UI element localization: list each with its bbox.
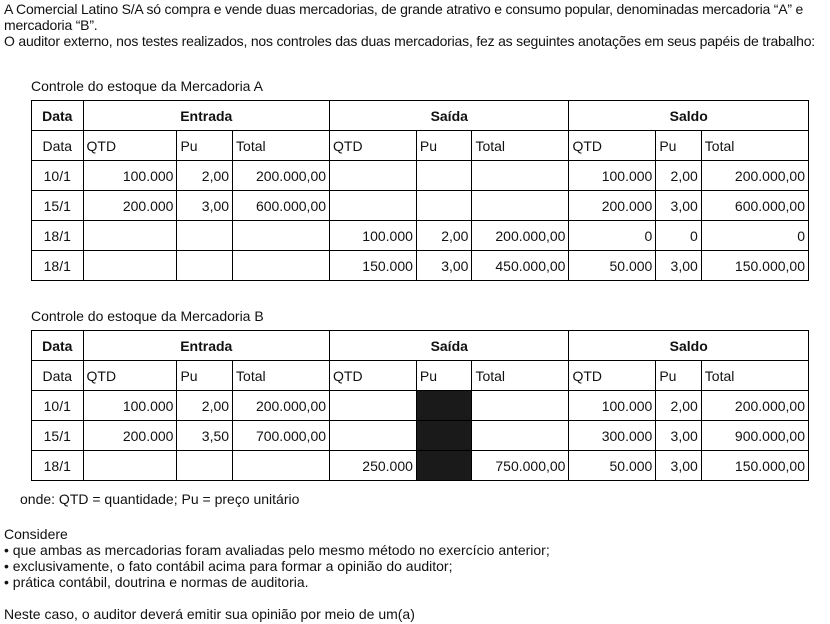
cell-saida-pu bbox=[416, 191, 472, 221]
cell-saida-pu: 2,00 bbox=[416, 221, 472, 251]
cell-saldo-qtd: 100.000 bbox=[569, 391, 656, 421]
col-saida-pu: Pu bbox=[416, 361, 472, 391]
cell-entrada-qtd: 200.000 bbox=[83, 191, 177, 221]
cell-saida-pu-redacted bbox=[416, 421, 472, 451]
cell-entrada-total bbox=[233, 221, 330, 251]
cell-entrada-qtd bbox=[83, 451, 177, 481]
cell-saida-pu bbox=[416, 161, 472, 191]
col-saida-total: Total bbox=[472, 361, 569, 391]
col-entrada-qtd: QTD bbox=[83, 131, 177, 161]
table-row bbox=[32, 421, 809, 451]
cell-saldo-pu: 3,00 bbox=[656, 191, 701, 221]
col-saldo-pu: Pu bbox=[656, 131, 701, 161]
consider-title: Considere bbox=[4, 526, 68, 542]
col-saldo-total: Total bbox=[701, 131, 808, 161]
cell-saida-qtd: 250.000 bbox=[330, 451, 417, 481]
cell-saida-pu-redacted bbox=[416, 391, 472, 421]
cell-saldo-total: 200.000,00 bbox=[701, 161, 808, 191]
cell-saldo-total: 150.000,00 bbox=[701, 251, 808, 281]
col-saida-pu: Pu bbox=[416, 131, 472, 161]
cell-data: 18/1 bbox=[32, 221, 84, 251]
col-saida-qtd: QTD bbox=[330, 131, 417, 161]
intro-text bbox=[4, 1, 828, 49]
cell-data: 15/1 bbox=[32, 191, 84, 221]
cell-entrada-total bbox=[233, 251, 330, 281]
cell-saida-qtd: 100.000 bbox=[330, 221, 417, 251]
cell-saldo-pu: 2,00 bbox=[656, 391, 701, 421]
legend-text: onde: QTD = quantidade; Pu = preço unitário bbox=[20, 491, 300, 507]
cell-entrada-qtd: 100.000 bbox=[83, 161, 177, 191]
cell-data: 10/1 bbox=[32, 161, 84, 191]
cell-saida-total: 200.000,00 bbox=[472, 221, 569, 251]
cell-saldo-total: 200.000,00 bbox=[701, 391, 808, 421]
col-saldo-qtd: QTD bbox=[569, 131, 656, 161]
cell-entrada-total: 600.000,00 bbox=[233, 191, 330, 221]
header-data: Data bbox=[32, 101, 84, 131]
col-entrada-qtd: QTD bbox=[83, 361, 177, 391]
cell-saldo-qtd: 50.000 bbox=[569, 451, 656, 481]
header-row-groups bbox=[32, 331, 809, 361]
cell-saldo-qtd: 200.000 bbox=[569, 191, 656, 221]
cell-saldo-total: 600.000,00 bbox=[701, 191, 808, 221]
cell-saida-total bbox=[472, 161, 569, 191]
cell-saida-qtd bbox=[330, 421, 417, 451]
cell-data: 15/1 bbox=[32, 421, 84, 451]
cell-saldo-qtd: 0 bbox=[569, 221, 656, 251]
table-row bbox=[32, 251, 809, 281]
cell-entrada-pu: 3,00 bbox=[177, 191, 233, 221]
consider-item: • que ambas as mercadorias foram avaliadas pelo mesmo método no exercício anterior; bbox=[4, 542, 550, 558]
table-row bbox=[32, 391, 809, 421]
col-entrada-total: Total bbox=[233, 131, 330, 161]
table-mercadoria-b bbox=[31, 330, 809, 481]
table-mercadoria-a bbox=[31, 100, 809, 281]
cell-data: 10/1 bbox=[32, 391, 84, 421]
cell-entrada-pu bbox=[177, 221, 233, 251]
col-data: Data bbox=[32, 131, 84, 161]
cell-saldo-pu: 0 bbox=[656, 221, 701, 251]
cell-saldo-qtd: 300.000 bbox=[569, 421, 656, 451]
cell-entrada-qtd bbox=[83, 221, 177, 251]
cell-saida-total bbox=[472, 421, 569, 451]
cell-saida-total bbox=[472, 391, 569, 421]
col-saida-total: Total bbox=[472, 131, 569, 161]
cell-saida-total bbox=[472, 191, 569, 221]
col-saida-qtd: QTD bbox=[330, 361, 417, 391]
header-entrada: Entrada bbox=[83, 331, 330, 361]
header-saldo: Saldo bbox=[569, 101, 809, 131]
cell-saldo-pu: 3,00 bbox=[656, 421, 701, 451]
cell-entrada-total bbox=[233, 451, 330, 481]
cell-saida-total: 750.000,00 bbox=[472, 451, 569, 481]
consider-item: • prática contábil, doutrina e normas de auditoria. bbox=[4, 574, 309, 590]
cell-saida-qtd bbox=[330, 161, 417, 191]
intro-line-1: A Comercial Latino S/A só compra e vende duas mercadorias, de grande atrativo e consumo popular, denominadas mercadoria “A” e mercadoria “B”. bbox=[4, 1, 804, 33]
table-b-caption: Controle do estoque da Mercadoria B bbox=[31, 308, 264, 324]
cell-saida-pu: 3,00 bbox=[416, 251, 472, 281]
question-text: Neste caso, o auditor deverá emitir sua opinião por meio de um(a) bbox=[4, 606, 415, 622]
table-row bbox=[32, 191, 809, 221]
table-row bbox=[32, 451, 809, 481]
header-row-columns bbox=[32, 131, 809, 161]
cell-entrada-qtd: 100.000 bbox=[83, 391, 177, 421]
cell-saida-qtd bbox=[330, 391, 417, 421]
col-entrada-pu: Pu bbox=[177, 361, 233, 391]
header-row-groups bbox=[32, 101, 809, 131]
cell-saldo-pu: 3,00 bbox=[656, 451, 701, 481]
header-row-columns bbox=[32, 361, 809, 391]
cell-saldo-pu: 3,00 bbox=[656, 251, 701, 281]
cell-entrada-pu bbox=[177, 451, 233, 481]
cell-saida-qtd bbox=[330, 191, 417, 221]
table-row bbox=[32, 161, 809, 191]
cell-entrada-total: 200.000,00 bbox=[233, 391, 330, 421]
col-saldo-total: Total bbox=[701, 361, 808, 391]
cell-saldo-total: 900.000,00 bbox=[701, 421, 808, 451]
cell-entrada-qtd bbox=[83, 251, 177, 281]
col-saldo-pu: Pu bbox=[656, 361, 701, 391]
header-data: Data bbox=[32, 331, 84, 361]
header-entrada: Entrada bbox=[83, 101, 330, 131]
table-row bbox=[32, 221, 809, 251]
cell-saldo-total: 150.000,00 bbox=[701, 451, 808, 481]
col-entrada-pu: Pu bbox=[177, 131, 233, 161]
intro-line-2: O auditor externo, nos testes realizados, nos controles das duas mercadorias, fez as seguintes anotações em seus papéis de trabalho: bbox=[4, 33, 815, 49]
col-saldo-qtd: QTD bbox=[569, 361, 656, 391]
cell-saida-total: 450.000,00 bbox=[472, 251, 569, 281]
cell-entrada-total: 700.000,00 bbox=[233, 421, 330, 451]
cell-saldo-qtd: 100.000 bbox=[569, 161, 656, 191]
cell-data: 18/1 bbox=[32, 251, 84, 281]
header-saida: Saída bbox=[330, 101, 569, 131]
cell-data: 18/1 bbox=[32, 451, 84, 481]
cell-saldo-qtd: 50.000 bbox=[569, 251, 656, 281]
cell-entrada-pu: 2,00 bbox=[177, 161, 233, 191]
header-saldo: Saldo bbox=[569, 331, 809, 361]
cell-saldo-pu: 2,00 bbox=[656, 161, 701, 191]
table-a-caption: Controle do estoque da Mercadoria A bbox=[31, 78, 263, 94]
cell-entrada-qtd: 200.000 bbox=[83, 421, 177, 451]
consider-item: • exclusivamente, o fato contábil acima para formar a opinião do auditor; bbox=[4, 558, 453, 574]
cell-saldo-total: 0 bbox=[701, 221, 808, 251]
cell-entrada-pu bbox=[177, 251, 233, 281]
cell-entrada-total: 200.000,00 bbox=[233, 161, 330, 191]
cell-saida-pu-redacted bbox=[416, 451, 472, 481]
cell-entrada-pu: 3,50 bbox=[177, 421, 233, 451]
col-entrada-total: Total bbox=[233, 361, 330, 391]
cell-entrada-pu: 2,00 bbox=[177, 391, 233, 421]
header-saida: Saída bbox=[330, 331, 569, 361]
col-data: Data bbox=[32, 361, 84, 391]
cell-saida-qtd: 150.000 bbox=[330, 251, 417, 281]
consider-block bbox=[4, 526, 550, 590]
